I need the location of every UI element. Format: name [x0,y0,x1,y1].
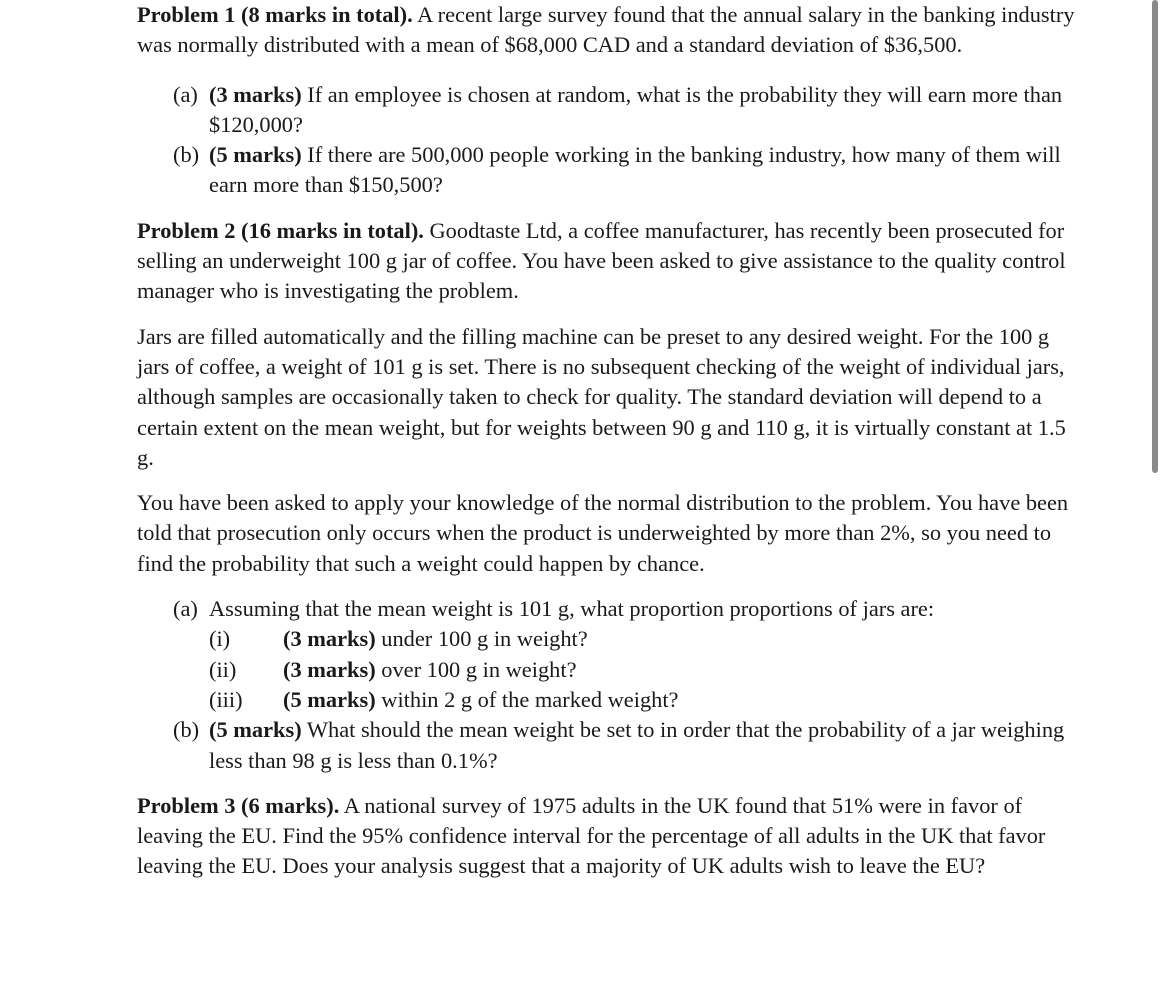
problem-1-text: A recent large survey found that the annual salary in the banking industry was normally distributed with a mean of $68,000 CAD and a standard deviation of $36,500. [137,2,1075,58]
part-marks: (5 marks) [209,717,302,743]
problem-1-intro [137,0,1083,61]
problem-2-paragraph-2: Jars are filled automatically and the filling machine can be preset to any desired weight. For the 100 g jars of coffee, a weight of 101 g is set. There is no subsequent checking of the weight of individual jars, although samples are occasionally taken to check for quality. The standard deviation will depend to a certain extent on the mean weight, but for weights between 90 g and 110 g, it is virtually constant at 1.5 g. [137,323,1066,470]
problem-2-part-a-i [137,624,1083,654]
problem-2-part-a-ii [137,655,1083,685]
problem-1-part-a [137,80,1083,141]
subpart-marks: (5 marks) [283,686,376,712]
part-text: Assuming that the mean weight is 101 g, what proportion proportions of jars are: [209,596,935,622]
part-text: If there are 500,000 people working in the banking industry, how many of them will earn more than $150,500? [209,142,1061,198]
subpart-text: over 100 g in weight? [375,656,577,682]
part-marks: (3 marks) [209,81,302,107]
part-label: (a) [173,81,198,107]
problem-2-text: Goodtaste Ltd, a coffee manufacturer, has recently been prosecuted for selling an underweight 100 g jar of coffee. You have been asked to give assistance to the quality control manager who is investigating the problem. [137,217,1066,304]
problem-2-part-a-iii [137,685,1083,715]
problem-2-intro [137,216,1083,307]
problem-2-part-a [137,594,1083,624]
subpart-text: within 2 g of the marked weight? [375,686,679,712]
problem-3-text: A national survey of 1975 adults in the UK found that 51% were in favor of leaving the EU. Find the 95% confidence interval for the percentage of all adults in the UK that favor leaving the EU. Does your analysis suggest that a majority of UK adults wish to leave the EU? [137,792,1046,879]
document-body [137,0,1083,882]
subpart-text: under 100 g in weight? [375,626,588,652]
vertical-scrollbar[interactable] [1152,0,1158,473]
part-label: (b) [173,717,200,743]
subpart-label: (i) [209,626,231,652]
problem-2-part-b [137,715,1083,776]
problem-2-paragraph-3: You have been asked to apply your knowledge of the normal distribution to the problem. You have been told that prosecution only occurs when the product is underweighted by more than 2%, so you need to find the probability that such a weight could happen by chance. [137,490,1069,576]
part-label: (b) [173,142,200,168]
part-text: What should the mean weight be set to in order that the probability of a jar weighing less than 98 g is less than 0.1%? [209,717,1065,773]
subpart-marks: (3 marks) [283,656,376,682]
problem-1-heading: Problem 1 (8 marks in total). [137,2,413,27]
problem-1-part-b [137,140,1083,201]
part-label: (a) [173,596,198,622]
problem-2-heading: Problem 2 (16 marks in total). [137,217,424,243]
part-text: If an employee is chosen at random, what is the probability they will earn more than $120,000? [209,81,1063,137]
problem-3-heading: Problem 3 (6 marks). [137,792,340,818]
subpart-label: (ii) [209,656,237,682]
problem-3 [137,791,1083,882]
part-marks: (5 marks) [209,142,302,168]
subpart-label: (iii) [209,686,243,712]
subpart-marks: (3 marks) [283,626,376,652]
